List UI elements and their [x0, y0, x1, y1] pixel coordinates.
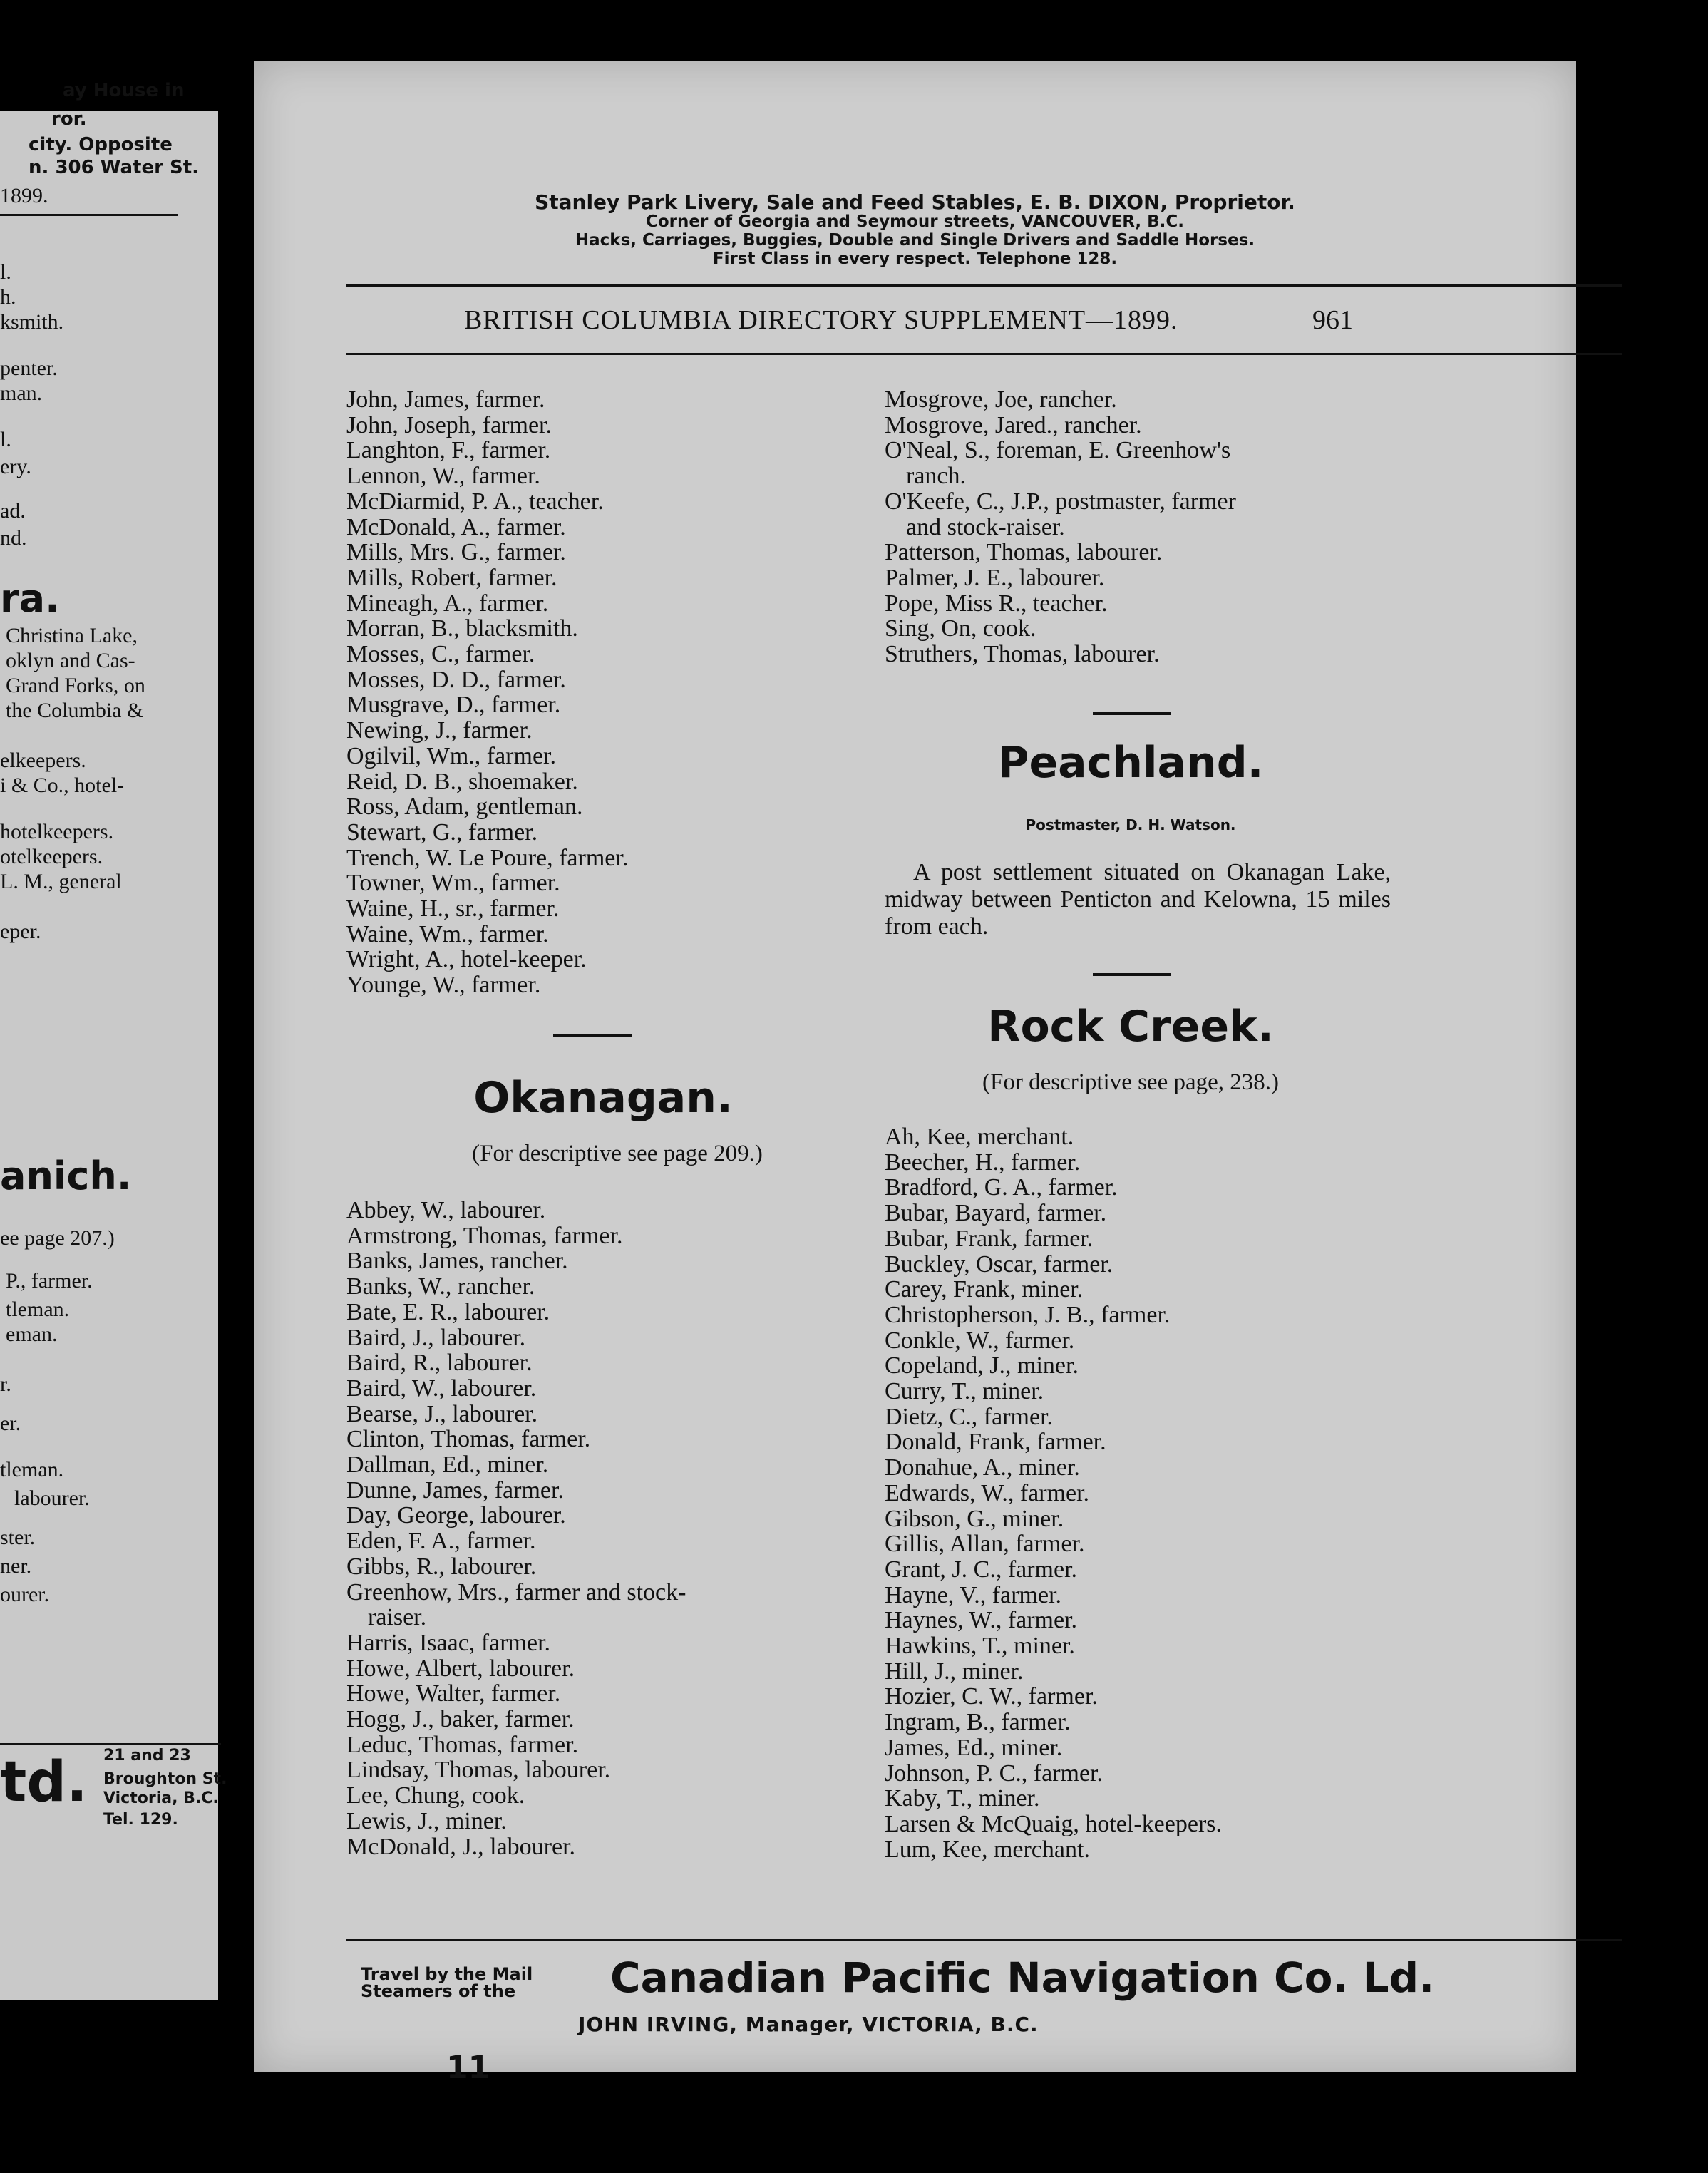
fragment-text: labourer.	[14, 1486, 90, 1510]
fragment-text: penter.	[0, 356, 58, 380]
directory-entry: Younge, W., farmer.	[346, 972, 541, 999]
directory-entry: Wright, A., hotel-keeper.	[346, 946, 587, 973]
directory-entry: Langhton, F., farmer.	[346, 437, 551, 464]
fragment-text: man.	[0, 381, 43, 405]
directory-entry: Harris, Isaac, farmer.	[346, 1629, 551, 1656]
peachland-postmaster: Postmaster, D. H. Watson.	[1025, 816, 1236, 833]
directory-entry: Haynes, W., farmer.	[885, 1607, 1078, 1634]
fragment-text: 21 and 23	[103, 1747, 191, 1764]
directory-entry: Lum, Kee, merchant.	[885, 1836, 1090, 1863]
peachland-description: A post settlement situated on Okanagan Lake, midway between Penticton and Kelowna, 15 miles from each.	[885, 859, 1391, 940]
directory-page	[254, 61, 1576, 2086]
directory-entry: Mineagh, A., farmer.	[346, 590, 549, 617]
directory-entry: Ah, Kee, merchant.	[885, 1124, 1074, 1150]
directory-entry: Edwards, W., farmer.	[885, 1479, 1090, 1506]
okanagan-heading: Okanagan.	[473, 1073, 733, 1123]
directory-entry: Newing, J., farmer.	[346, 717, 533, 744]
fragment-text: hotelkeepers.	[0, 820, 114, 843]
directory-entry: Baird, R., labourer.	[346, 1350, 533, 1377]
directory-entry: Curry, T., miner.	[885, 1378, 1044, 1404]
directory-entry: Conkle, W., farmer.	[885, 1327, 1075, 1354]
directory-entry: Towner, Wm., farmer.	[346, 870, 560, 897]
directory-entry: Dunne, James, farmer.	[346, 1476, 564, 1504]
fragment-text: h.	[0, 285, 16, 309]
directory-entry: Dietz, C., farmer.	[885, 1403, 1054, 1430]
fragment-text: ror.	[51, 108, 87, 130]
directory-entry: John, James, farmer.	[346, 386, 545, 413]
section-divider	[1093, 712, 1171, 715]
adjacent-page-fragment	[0, 80, 227, 2000]
fragment-text: anich.	[0, 1154, 132, 1198]
directory-entry: Baird, J., labourer.	[346, 1324, 526, 1351]
directory-entry: raiser.	[368, 1604, 427, 1631]
fragment-text: l.	[0, 428, 11, 451]
fragment-text: Broughton St.	[103, 1770, 227, 1788]
directory-entry: Lindsay, Thomas, labourer.	[346, 1757, 611, 1784]
footer-ad-small-text: Travel by the Mail Steamers of the	[361, 1964, 533, 2001]
fragment-text: Grand Forks, on	[6, 674, 145, 697]
fragment-text: eman.	[6, 1322, 58, 1346]
fragment-text: ster.	[0, 1526, 36, 1549]
fragment-text: nd.	[0, 526, 27, 550]
directory-entry: McDiarmid, P. A., teacher.	[346, 488, 604, 515]
directory-entry: Palmer, J. E., labourer.	[885, 564, 1105, 591]
directory-entry: Donahue, A., miner.	[885, 1454, 1080, 1481]
fragment-rule	[0, 214, 178, 216]
fragment-text: oklyn and Cas-	[6, 649, 135, 672]
directory-entry: Sing, On, cook.	[885, 615, 1036, 642]
directory-entry: Mosgrove, Joe, rancher.	[885, 386, 1117, 413]
directory-entry: Hogg, J., baker, farmer.	[346, 1706, 575, 1732]
section-divider	[553, 1034, 632, 1037]
directory-entry: Bubar, Bayard, farmer.	[885, 1200, 1107, 1227]
rock-creek-heading: Rock Creek.	[987, 1002, 1274, 1052]
directory-entry: James, Ed., miner.	[885, 1734, 1063, 1761]
directory-entry: Musgrave, D., farmer.	[346, 692, 561, 719]
directory-entry: and stock-raiser.	[906, 513, 1065, 540]
directory-entry: Hozier, C. W., farmer.	[885, 1683, 1098, 1710]
directory-entry: Ingram, B., farmer.	[885, 1709, 1071, 1736]
directory-entry: Stewart, G., farmer.	[346, 818, 538, 846]
directory-entry: Hill, J., miner.	[885, 1658, 1024, 1685]
footer-ad-manager: JOHN IRVING, Manager, VICTORIA, B.C.	[578, 2013, 1039, 2036]
directory-entry: Buckley, Oscar, farmer.	[885, 1250, 1113, 1278]
directory-entry: Mosses, D. D., farmer.	[346, 666, 566, 693]
directory-entry: Abbey, W., labourer.	[346, 1197, 546, 1223]
directory-entry: Beecher, H., farmer.	[885, 1149, 1081, 1176]
fragment-text: l.	[0, 260, 11, 284]
fragment-text: the Columbia &	[6, 699, 144, 722]
directory-entry: Carey, Frank, miner.	[885, 1276, 1084, 1303]
directory-entry: Gillis, Allan, farmer.	[885, 1531, 1085, 1558]
directory-entry: Eden, F. A., farmer.	[346, 1528, 536, 1555]
directory-entry: ranch.	[906, 463, 967, 490]
directory-entry: Pope, Miss R., teacher.	[885, 590, 1108, 617]
fragment-text: i & Co., hotel-	[0, 774, 125, 797]
directory-entry: Banks, W., rancher.	[346, 1273, 535, 1300]
footer-rule	[346, 1939, 1622, 1941]
directory-entry: Bradford, G. A., farmer.	[885, 1174, 1118, 1201]
fragment-text: city. Opposite	[29, 134, 173, 155]
directory-entry: Kaby, T., miner.	[885, 1785, 1040, 1812]
fragment-text: P., farmer.	[6, 1269, 93, 1293]
running-head: BRITISH COLUMBIA DIRECTORY SUPPLEMENT—1899.	[464, 305, 1178, 335]
directory-entry: Day, George, labourer.	[346, 1502, 566, 1529]
directory-entry: McDonald, A., farmer.	[346, 513, 566, 540]
fragment-text: ksmith.	[0, 310, 64, 334]
fragment-text: ner.	[0, 1554, 32, 1578]
fragment-text: ery.	[0, 455, 31, 478]
directory-entry: Lewis, J., miner.	[346, 1807, 507, 1834]
directory-entry: Gibson, G., miner.	[885, 1505, 1064, 1532]
fragment-text: r.	[0, 1372, 11, 1396]
directory-entry: Hawkins, T., miner.	[885, 1633, 1075, 1659]
fragment-text: ra.	[0, 576, 60, 621]
directory-entry: Lee, Chung, cook.	[346, 1782, 525, 1809]
fragment-text: Christina Lake,	[6, 624, 138, 647]
fragment-text: 1899.	[0, 184, 48, 207]
fragment-text: Tel. 129.	[103, 1811, 178, 1829]
fragment-text: ee page 207.)	[0, 1226, 115, 1250]
directory-entry: Banks, James, rancher.	[346, 1248, 568, 1275]
directory-entry: Christopherson, J. B., farmer.	[885, 1301, 1171, 1328]
fragment-text: otelkeepers.	[0, 845, 103, 868]
rock-creek-subtitle: (For descriptive see page, 238.)	[982, 1069, 1280, 1095]
directory-entry: Grant, J. C., farmer.	[885, 1556, 1078, 1583]
directory-entry: Baird, W., labourer.	[346, 1375, 537, 1402]
directory-entry: Struthers, Thomas, labourer.	[885, 641, 1160, 667]
signature-mark: 11	[446, 2050, 490, 2086]
directory-entry: Waine, H., sr., farmer.	[346, 895, 560, 922]
directory-entry: Johnson, P. C., farmer.	[885, 1760, 1103, 1787]
fragment-text: elkeepers.	[0, 749, 86, 772]
directory-entry: Bubar, Frank, farmer.	[885, 1225, 1094, 1252]
directory-entry: Mosses, C., farmer.	[346, 641, 535, 667]
okanagan-subtitle: (For descriptive see page 209.)	[472, 1141, 763, 1166]
directory-entry: Mills, Mrs. G., farmer.	[346, 539, 566, 566]
footer-ad-company: Canadian Pacific Navigation Co. Ld.	[610, 1953, 1435, 2002]
directory-entry: Armstrong, Thomas, farmer.	[346, 1222, 623, 1249]
header-ad-line-3: Hacks, Carriages, Buggies, Double and Single Drivers and Saddle Horses.	[575, 231, 1255, 250]
header-rule	[346, 284, 1622, 287]
fragment-text: n. 306 Water St.	[29, 157, 200, 178]
directory-entry: Donald, Frank, farmer.	[885, 1429, 1106, 1456]
directory-entry: McDonald, J., labourer.	[346, 1833, 576, 1860]
directory-entry: Clinton, Thomas, farmer.	[346, 1426, 591, 1453]
section-divider	[1093, 973, 1171, 976]
directory-entry: O'Keefe, C., J.P., postmaster, farmer	[885, 488, 1236, 515]
directory-entry: Trench, W. Le Poure, farmer.	[346, 844, 629, 871]
directory-entry: Howe, Albert, labourer.	[346, 1655, 575, 1682]
directory-entry: Patterson, Thomas, labourer.	[885, 539, 1163, 566]
header-ad-line-4: First Class in every respect. Telephone 128.	[712, 250, 1118, 268]
directory-entry: John, Joseph, farmer.	[346, 411, 552, 438]
header-ad-line-1: Stanley Park Livery, Sale and Feed Stables, E. B. DIXON, Proprietor.	[535, 190, 1295, 214]
directory-entry: Leduc, Thomas, farmer.	[346, 1731, 579, 1758]
fragment-text: td.	[0, 1750, 88, 1814]
directory-entry: Howe, Walter, farmer.	[346, 1680, 561, 1707]
directory-entry: Gibbs, R., labourer.	[346, 1553, 537, 1580]
directory-entry: Waine, Wm., farmer.	[346, 920, 549, 947]
directory-entry: Copeland, J., miner.	[885, 1352, 1079, 1380]
running-head-rule	[346, 353, 1622, 355]
directory-entry: Bearse, J., labourer.	[346, 1400, 538, 1427]
peachland-heading: Peachland.	[997, 738, 1264, 788]
directory-entry: Greenhow, Mrs., farmer and stock-	[346, 1578, 686, 1606]
directory-entry: Reid, D. B., shoemaker.	[346, 768, 578, 795]
directory-entry: Ogilvil, Wm., farmer.	[346, 742, 556, 769]
header-ad-line-2: Corner of Georgia and Seymour streets, VANCOUVER, B.C.	[645, 212, 1184, 231]
page-number: 961	[1312, 305, 1353, 335]
directory-entry: Dallman, Ed., miner.	[346, 1452, 549, 1478]
directory-entry: Hayne, V., farmer.	[885, 1581, 1062, 1608]
fragment-text: eper.	[0, 920, 41, 943]
directory-entry: Ross, Adam, gentleman.	[346, 793, 583, 821]
directory-entry: Lennon, W., farmer.	[346, 463, 540, 490]
directory-entry: Bate, E. R., labourer.	[346, 1298, 550, 1325]
fragment-text: ay House in	[63, 80, 185, 101]
fragment-text: Victoria, B.C.	[103, 1789, 219, 1807]
fragment-text: L. M., general	[0, 870, 122, 893]
fragment-text: ad.	[0, 499, 26, 523]
directory-entry: Morran, B., blacksmith.	[346, 615, 578, 642]
fragment-rule	[0, 1743, 221, 1745]
fragment-text: tleman.	[6, 1298, 70, 1321]
fragment-text: ourer.	[0, 1583, 50, 1606]
directory-entry: Larsen & McQuaig, hotel-keepers.	[885, 1810, 1222, 1837]
fragment-text: tleman.	[0, 1458, 64, 1481]
directory-entry: O'Neal, S., foreman, E. Greenhow's	[885, 437, 1231, 464]
fragment-text: er.	[0, 1412, 21, 1435]
directory-entry: Mosgrove, Jared., rancher.	[885, 411, 1142, 438]
directory-entry: Mills, Robert, farmer.	[346, 564, 557, 591]
